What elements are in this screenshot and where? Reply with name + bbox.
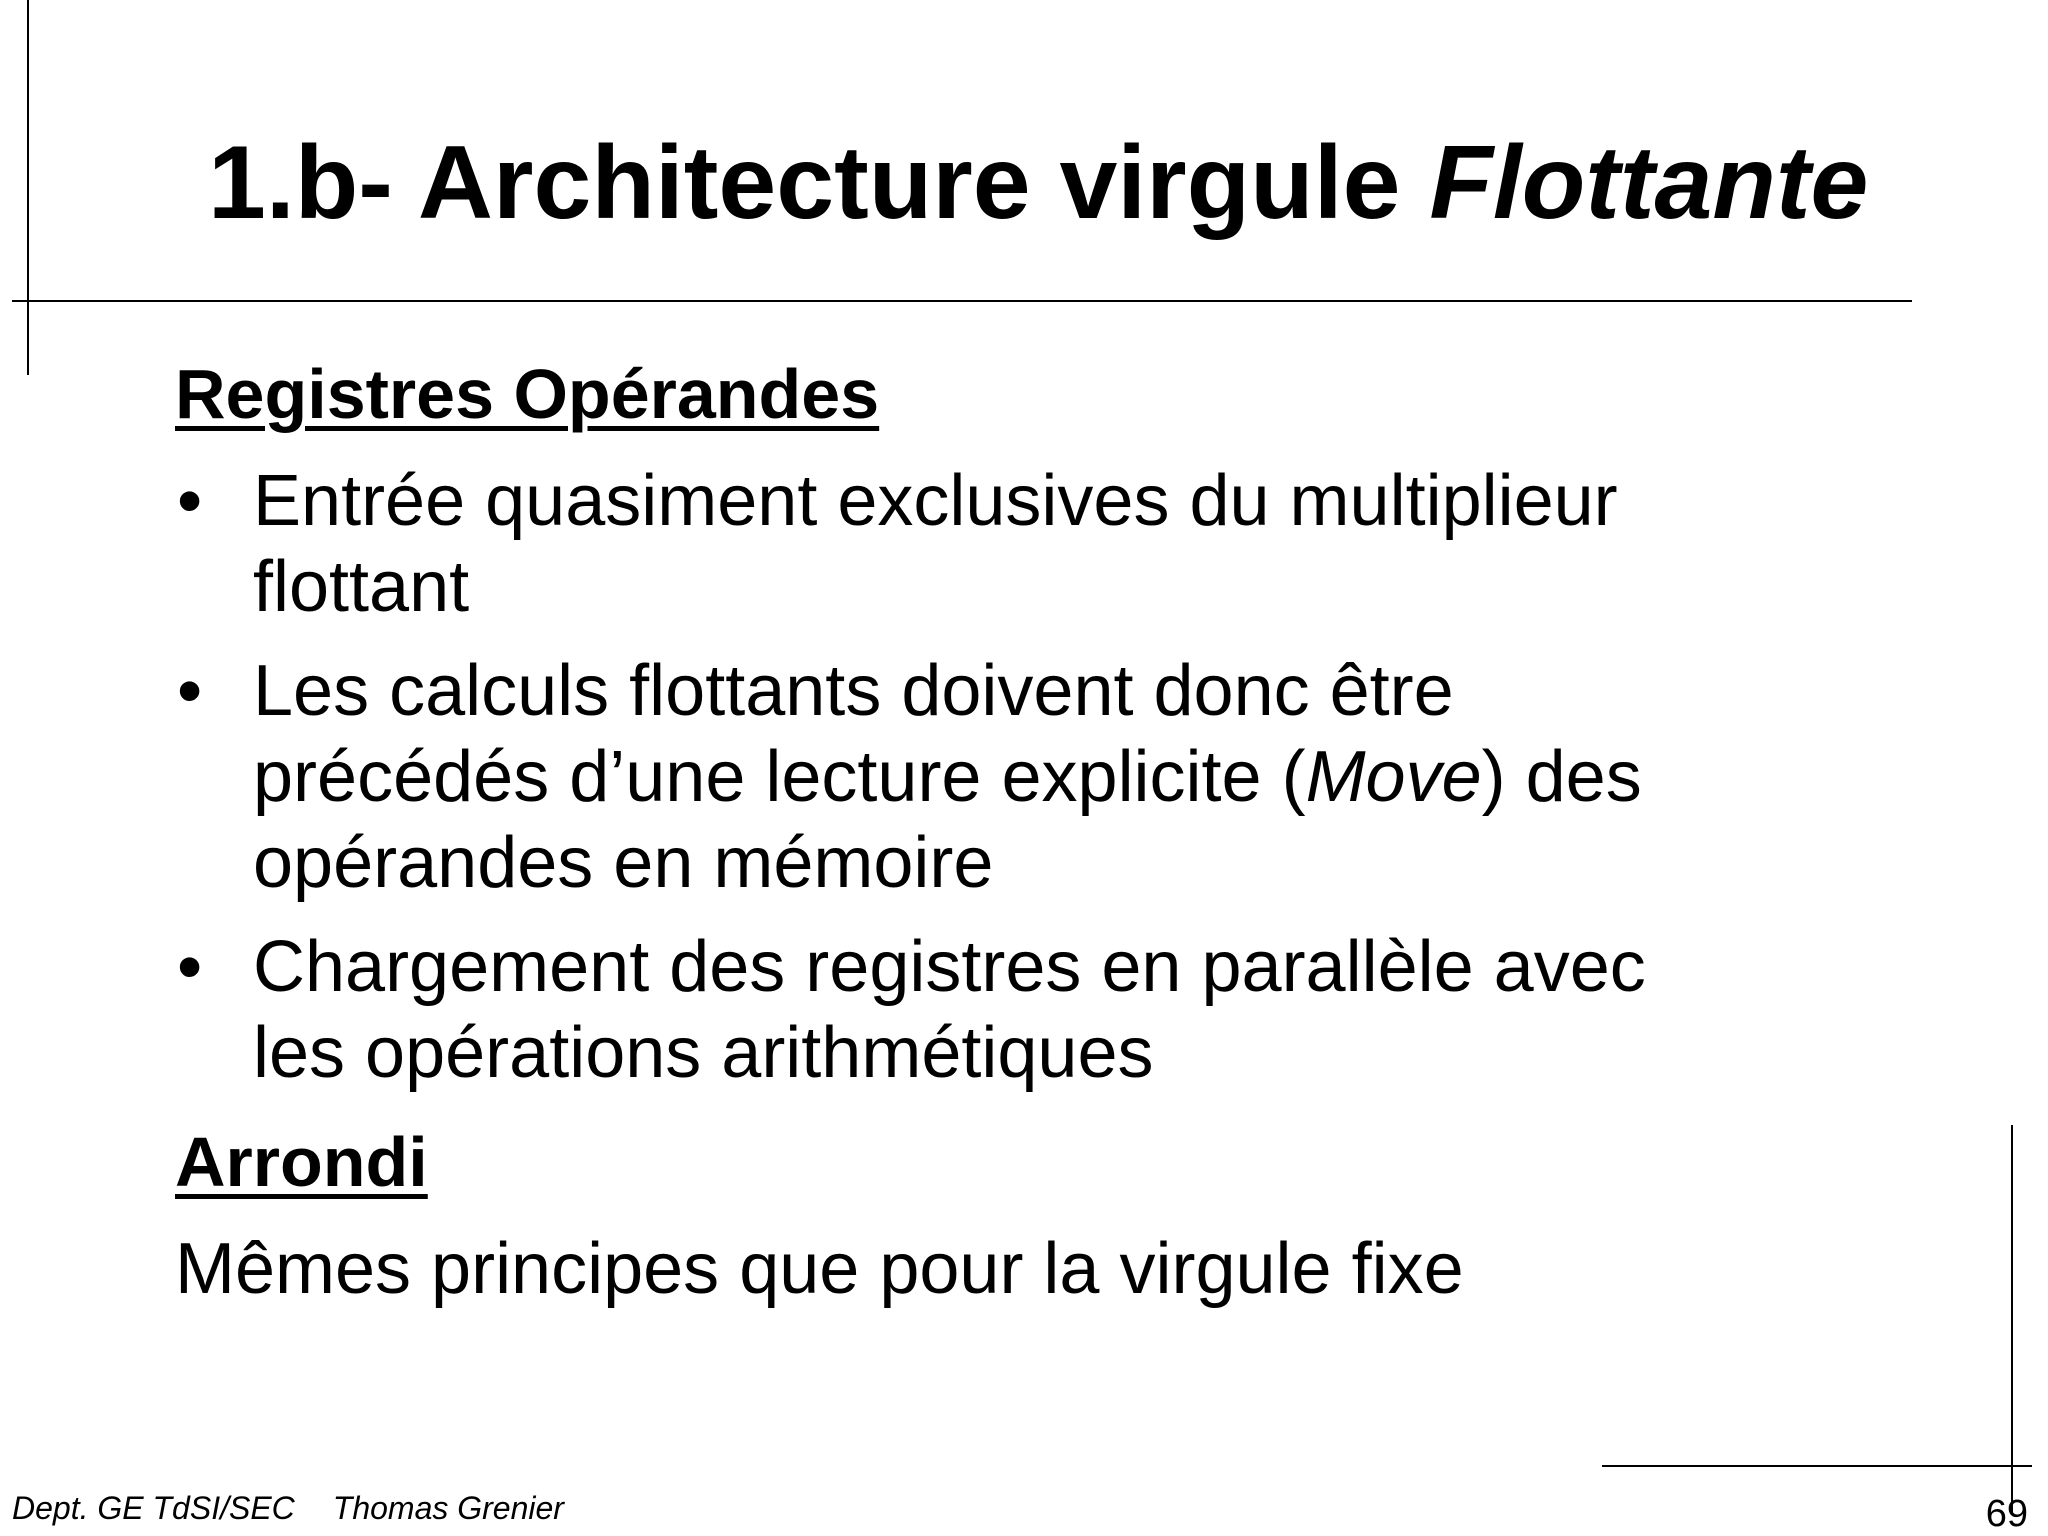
bullet-text-line: flottant bbox=[253, 547, 470, 627]
footer-department: Dept. GE TdSI/SEC bbox=[12, 1490, 295, 1526]
footer-credits bbox=[12, 1488, 564, 1528]
top-left-vertical-rule bbox=[27, 0, 29, 375]
bullet-item bbox=[175, 924, 1875, 1096]
bullet-text-emphasis: Move bbox=[1305, 737, 1482, 817]
section-body-text: Mêmes principes que pour la virgule fixe bbox=[175, 1229, 1464, 1309]
section-heading-registres: Registres Opérandes bbox=[175, 355, 880, 433]
bottom-right-horizontal-rule bbox=[1602, 1465, 2032, 1467]
bullet-text-segment: ) des bbox=[1481, 737, 1642, 817]
slide-title-emphasis: Flottante bbox=[1429, 125, 1869, 241]
bottom-right-vertical-rule bbox=[2011, 1125, 2013, 1515]
bullet-icon: • bbox=[177, 651, 203, 731]
bullet-text-segment: précédés d’une lecture explicite ( bbox=[253, 737, 1306, 817]
bullet-list bbox=[175, 458, 1875, 1114]
bullet-text-line: Entrée quasiment exclusives du multiplieur bbox=[253, 461, 1618, 541]
footer-author: Thomas Grenier bbox=[332, 1490, 564, 1526]
bullet-text-line: Les calculs flottants doivent donc être bbox=[253, 651, 1454, 731]
section-heading-arrondi: Arrondi bbox=[175, 1123, 428, 1201]
slide-title-main: 1.b- Architecture virgule bbox=[208, 125, 1430, 241]
bullet-text-line: Chargement des registres en parallèle avec bbox=[253, 927, 1646, 1007]
title-underline-rule bbox=[12, 300, 1912, 302]
bullet-text-line bbox=[253, 734, 1875, 820]
bullet-item bbox=[175, 648, 1875, 906]
bullet-icon: • bbox=[177, 927, 203, 1007]
page-number: 69 bbox=[1985, 1493, 2028, 1535]
bullet-item bbox=[175, 458, 1875, 630]
bullet-text-line: opérandes en mémoire bbox=[253, 823, 994, 903]
bullet-icon: • bbox=[177, 461, 203, 541]
slide-title bbox=[208, 118, 1868, 248]
bullet-text-line: les opérations arithmétiques bbox=[253, 1013, 1154, 1093]
